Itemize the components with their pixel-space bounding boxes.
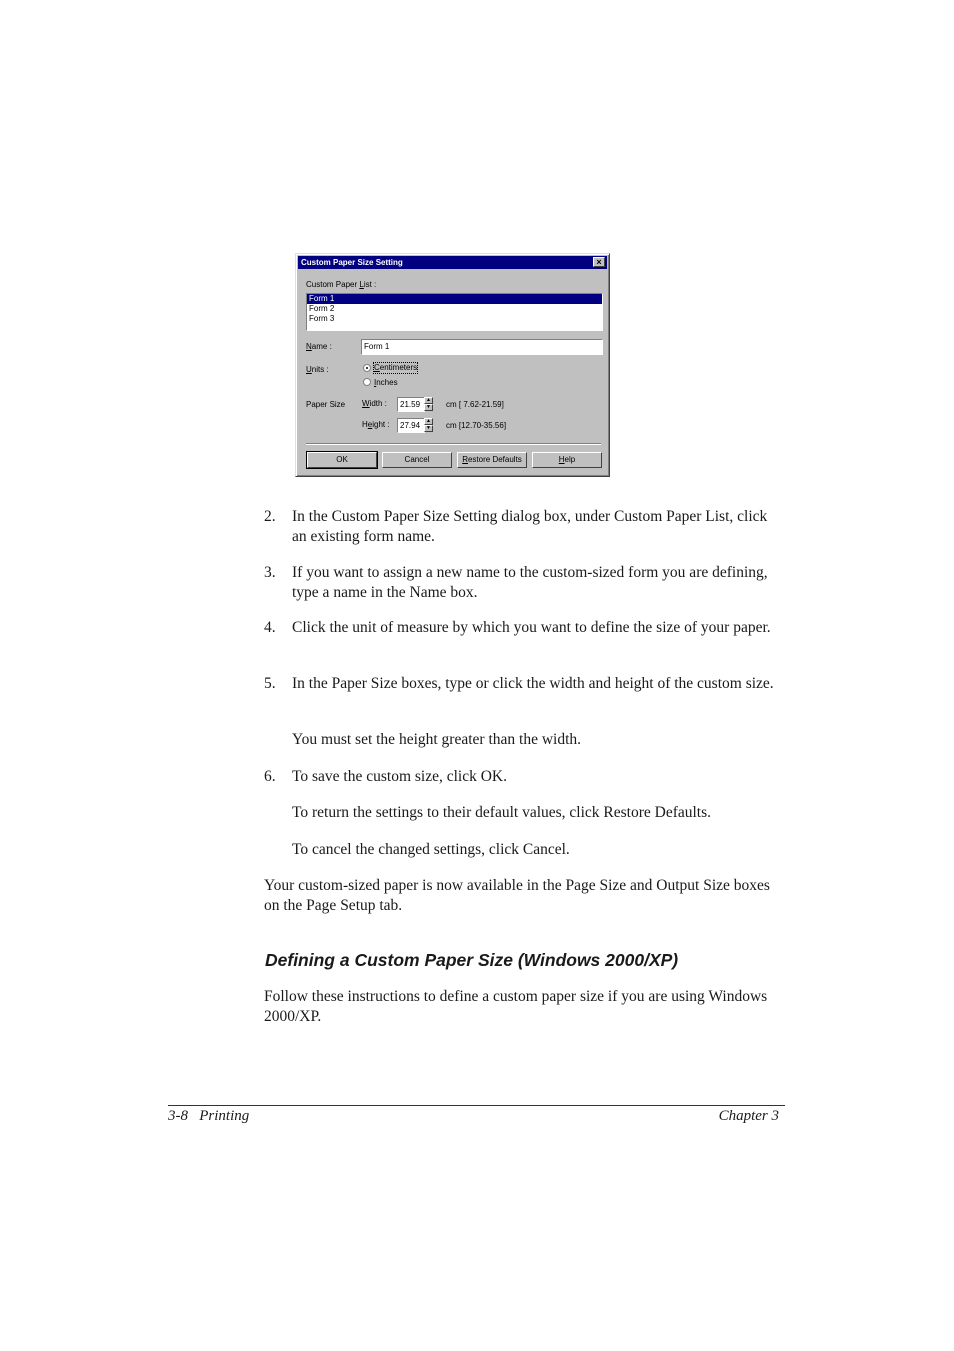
step-text: In the Custom Paper Size Setting dialog box, under Custom Paper List, click an existing form name. bbox=[292, 508, 768, 545]
name-input[interactable]: Form 1 bbox=[361, 339, 603, 355]
height-input[interactable]: 27.94 bbox=[397, 418, 425, 433]
units-label: Units : bbox=[306, 365, 329, 374]
height-label: Height : bbox=[362, 420, 390, 429]
width-label: Width : bbox=[362, 399, 387, 408]
cancel-button[interactable]: Cancel bbox=[382, 452, 452, 468]
ok-button[interactable]: OK bbox=[307, 452, 377, 468]
step-text: To save the custom size, click OK. bbox=[292, 768, 507, 785]
step-text: Click the unit of measure by which you want to define the size of your paper. bbox=[292, 619, 771, 636]
section-heading: Defining a Custom Paper Size (Windows 2000/XP) bbox=[265, 950, 679, 970]
cancel-note: To cancel the changed settings, click Cancel. bbox=[292, 841, 570, 858]
footer-chapter: Chapter 3 bbox=[718, 1108, 779, 1124]
inches-radio[interactable] bbox=[363, 378, 371, 386]
step-number: 2. bbox=[264, 508, 276, 525]
help-button[interactable]: Help bbox=[532, 452, 602, 468]
spin-down-icon[interactable]: ▼ bbox=[424, 404, 433, 411]
spin-down-icon[interactable]: ▼ bbox=[424, 425, 433, 432]
dialog-separator bbox=[306, 443, 601, 445]
dialog-title-bar bbox=[298, 256, 607, 269]
summary-paragraph: Your custom-sized paper is now available in the Page Size and Output Size boxes on the Page Setup tab. bbox=[264, 877, 770, 914]
custom-paper-size-dialog bbox=[295, 253, 610, 477]
step-number: 4. bbox=[264, 619, 276, 636]
close-icon[interactable]: × bbox=[593, 257, 605, 267]
width-spinner[interactable] bbox=[424, 397, 433, 411]
step-number: 3. bbox=[264, 564, 276, 581]
spin-up-icon[interactable]: ▲ bbox=[424, 397, 433, 404]
list-item[interactable]: Form 2 bbox=[309, 304, 335, 313]
list-item[interactable]: Form 3 bbox=[309, 314, 335, 323]
paper-size-label: Paper Size bbox=[306, 400, 346, 409]
spin-up-icon[interactable]: ▲ bbox=[424, 418, 433, 425]
centimeters-label[interactable]: Centimeters bbox=[374, 363, 418, 372]
height-spinner[interactable] bbox=[424, 418, 433, 432]
step-text: In the Paper Size boxes, type or click the width and height of the custom size. bbox=[292, 675, 774, 692]
custom-paper-listbox[interactable] bbox=[306, 293, 603, 331]
step-text: If you want to assign a new name to the custom-sized form you are defining, type a name in the Name box. bbox=[292, 564, 768, 601]
height-range: cm [12.70-35.56] bbox=[446, 421, 507, 430]
dialog-title: Custom Paper Size Setting bbox=[301, 258, 403, 267]
footer-rule bbox=[168, 1105, 785, 1106]
step-number: 6. bbox=[264, 768, 276, 785]
restore-defaults-button[interactable]: Restore Defaults bbox=[457, 452, 527, 468]
step-number: 5. bbox=[264, 675, 276, 692]
footer-page-number: 3-8 Printing bbox=[168, 1108, 250, 1124]
width-input[interactable]: 21.59 bbox=[397, 397, 425, 412]
height-note: You must set the height greater than the width. bbox=[292, 731, 582, 748]
intro-paragraph: Follow these instructions to define a custom paper size if you are using Windows 2000/XP. bbox=[264, 988, 768, 1025]
restore-note: To return the settings to their default values, click Restore Defaults. bbox=[292, 804, 712, 821]
width-range: cm [ 7.62-21.59] bbox=[446, 400, 504, 409]
name-label: Name : bbox=[306, 342, 332, 351]
list-item[interactable]: Form 1 bbox=[307, 294, 602, 304]
custom-paper-list-label: Custom Paper List : bbox=[306, 280, 377, 289]
inches-label[interactable]: Inches bbox=[374, 378, 398, 387]
centimeters-radio[interactable] bbox=[363, 364, 371, 372]
